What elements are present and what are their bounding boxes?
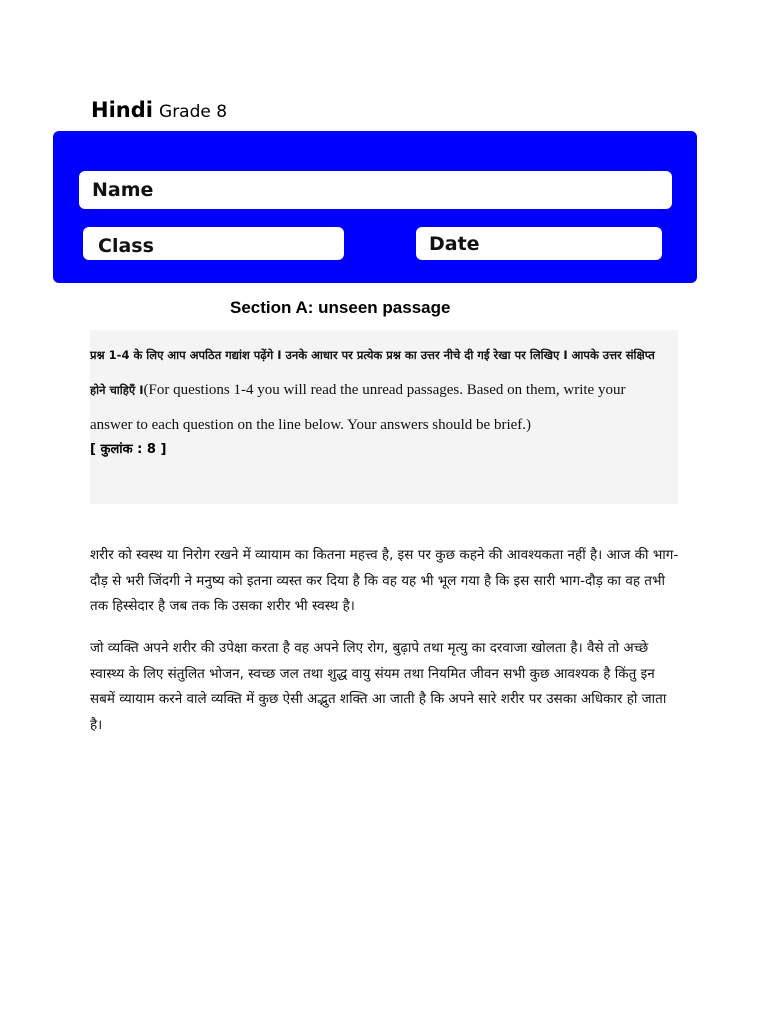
class-field[interactable] [83,227,344,260]
date-field[interactable] [416,227,662,260]
date-field-label: Date [429,232,480,255]
grade-label: Grade 8 [159,102,228,122]
instructions-english: (For questions 1-4 you will read the unread passages. Based on them, write your answer to each question on the line below. Your answers should be brief.) [90,382,626,433]
name-field[interactable] [79,171,672,209]
student-info-panel [53,131,697,283]
instructions-text [90,338,668,443]
passage-paragraph-1: शरीर को स्वस्थ या निरोग रखने में व्यायाम का कितना महत्त्व है, इस पर कुछ कहने की आवश्यकता नहीं है। आज की भाग-दौड़ से भरी जिंदगी ने मनुष्य को इतना व्यस्त कर दिया है कि वह यह भी भूल गया है कि इस सारी भाग-दौड़ का वह तभी तक हिस्सेदार है जब तक कि उसका शरीर भी स्वस्थ है। [90,547,679,614]
instructions-box [90,330,678,504]
total-marks: [ कुलांक : 8 ] [90,442,167,457]
name-field-label: Name [92,179,154,201]
passage-paragraph-2: जो व्यक्ति अपने शरीर की उपेक्षा करता है वह अपने लिए रोग, बुढ़ापे तथा मृत्यु का दरवाजा खोलता है। वैसे तो अच्छे स्वास्थ्य के लिए संतुलित भोजन, स्वच्छ जल तथा शुद्ध वायु संयम तथा नियमित जीवन सभी कुछ आवश्यक है किंतु इन सबमें व्यायाम करने वाले व्यक्ति में कुछ ऐसी अद्भुत शक्ति आ जाती है कि अपने सारे शरीर पर उसका अधिकार हो जाता है। [90,640,667,733]
class-field-label: Class [98,234,154,257]
instructions-hindi: प्रश्न 1-4 के लिए आप अपठित गद्यांश पढ़ेंगे I उनके आधार पर प्रत्येक प्रश्न का उत्तर नीचे दी गई रेखा पर लिखिए I आपके उत्तर संक्षिप्त होने चाहिएँ I [90,348,655,397]
subject-label: Hindi [91,98,153,122]
section-heading: Section A: unseen passage [230,298,451,317]
worksheet-title [91,96,227,126]
